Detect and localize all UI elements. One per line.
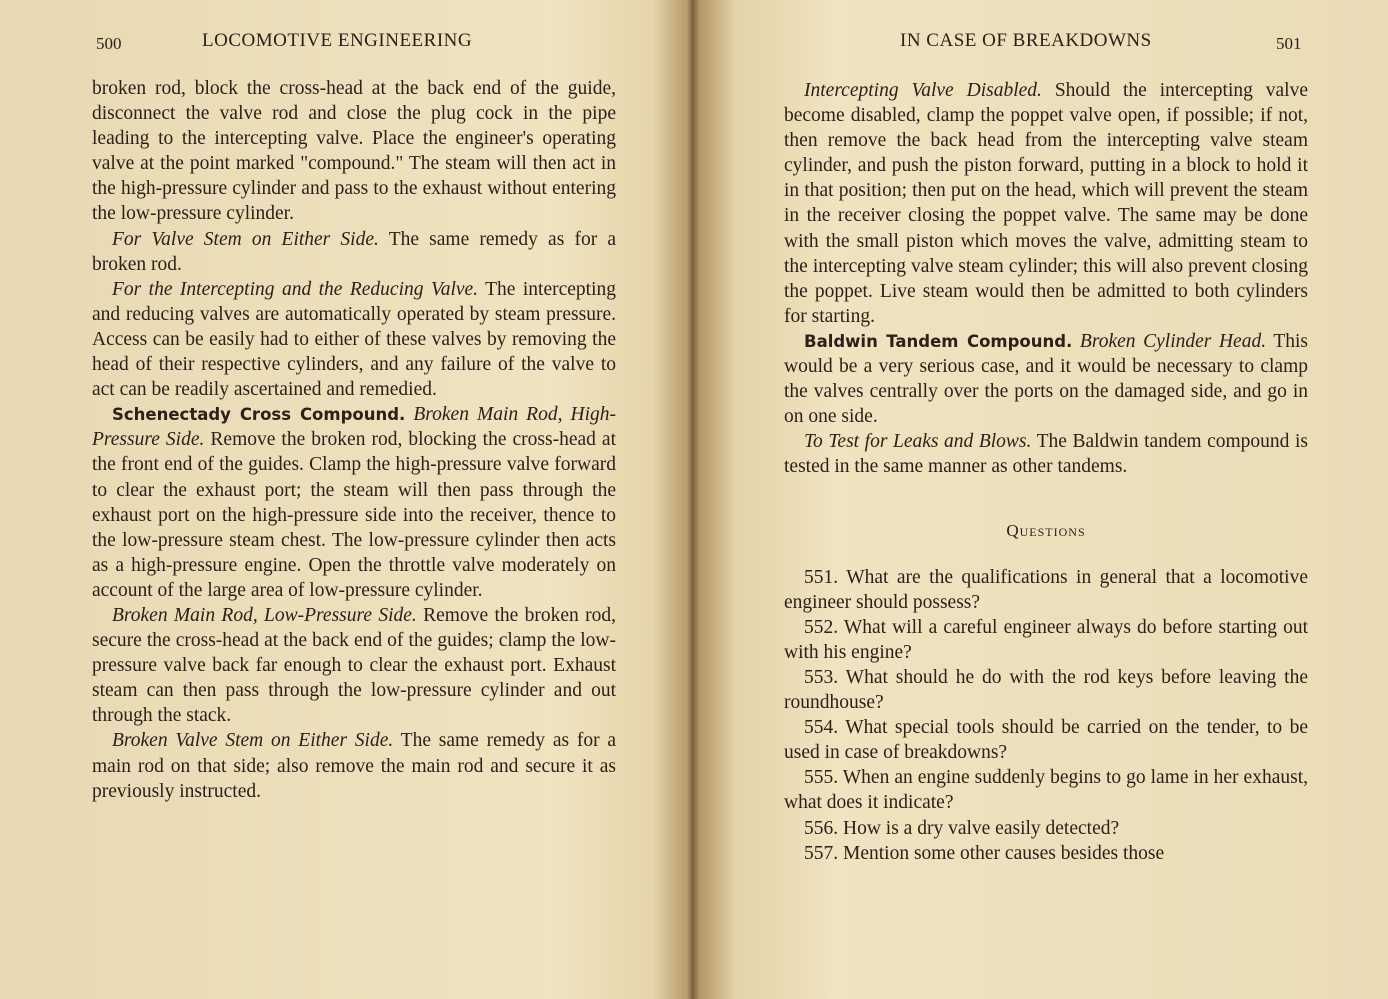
section-title: Broken Valve Stem on Either Side. xyxy=(112,730,394,752)
paragraph xyxy=(92,728,616,803)
left-page xyxy=(0,0,686,999)
paragraph xyxy=(92,603,616,728)
paragraph-text: Remove the broken rod, secure the cross-head at the back end of the guides; clamp the low-pressure valve back far enough to clear the exhaust port. Exhaust steam can then pass through the low-pressure cylinder and out through the stack. xyxy=(92,604,616,727)
paragraph xyxy=(784,429,1308,479)
page-number: 500 xyxy=(96,34,122,53)
question-item: 557. Mention some other causes besides those xyxy=(804,842,1165,864)
section-title: To Test for Leaks and Blows. xyxy=(804,431,1032,453)
section-title: Broken Main Rod, Low-Pressure Side. xyxy=(112,604,417,626)
question-item: 552. What will a careful engineer always do before starting out with his engine? xyxy=(784,616,1308,663)
paragraph-text: Remove the broken rod, blocking the cross-head at the front end of the guides. Clamp the high-pressure valve forward to clear the exhaust port; the steam will then pass through the exhaust port on the high-pressure side into the receiver, thence to the low-pressure steam chest. The low-pressure cylinder then acts as a high-pressure engine. Open the throttle valve moderately on account of the large area of low-pressure cylinder. xyxy=(92,429,617,601)
paragraph xyxy=(92,402,616,603)
paragraph xyxy=(92,277,616,402)
running-head: IN CASE OF BREAKDOWNS xyxy=(900,30,1152,51)
section-title: For the Intercepting and the Reducing Valve. xyxy=(112,278,479,300)
questions-heading: Questions xyxy=(1006,520,1086,540)
paragraph-text: The same remedy as for a broken rod. xyxy=(92,228,617,275)
paragraph xyxy=(784,78,1308,329)
right-page xyxy=(690,0,1388,999)
question-item: 553. What should he do with the rod keys before leaving the roundhouse? xyxy=(784,666,1308,714)
paragraph: broken rod, block the cross-head at the back end of the guide, disconnect the valve rod and close the plug cock in the pipe leading to the intercepting valve. Place the engineer's operating valve at the point marked "compound." The steam will then act in the high-pressure cylinder and pass to the exhaust without entering the low-pressure cylinder. xyxy=(92,78,616,225)
paragraph-text: Should the intercepting valve become disabled, clamp the poppet valve open, if possible; if not, then remove the back head from the intercepting valve steam cylinder, and push the piston forward, putting in a block to hold it in that position; then put on the head, which will prevent the steam in the receiver closing the poppet valve. The same may be done with the small piston which moves the valve, admitting steam to the intercepting valve steam cylinder; this will also prevent closing the poppet. Live steam would then be admitted to both cylinders for starting. xyxy=(784,80,1309,327)
paragraph-text: The Baldwin tandem compound is tested in the same manner as other tandems. xyxy=(784,431,1308,478)
question-item: 556. How is a dry valve easily detected? xyxy=(804,817,1120,839)
section-heading: Schenectady Cross Compound. xyxy=(112,405,406,425)
page-body xyxy=(784,78,1308,866)
question-item: 551. What are the qualifications in general that a locomotive engineer should possess? xyxy=(784,566,1308,613)
question-item: 554. What special tools should be carried on the tender, to be used in case of breakdowns? xyxy=(784,717,1308,764)
section-title: For Valve Stem on Either Side. xyxy=(112,228,379,250)
paragraph xyxy=(92,227,616,277)
paragraph-text: The intercepting and reducing valves are automatically operated by steam pressure. Access can be easily had to either of these valves by removing the head of their respective cylinders, and any failure of the valve to act can be readily ascertained and remedied. xyxy=(92,278,616,401)
section-heading: Baldwin Tandem Compound. xyxy=(804,331,1073,351)
page-number: 501 xyxy=(1276,34,1302,53)
page-body xyxy=(92,76,616,804)
section-title: Broken Main Rod, High-Pressure Side. xyxy=(92,404,616,451)
section-title: Intercepting Valve Disabled. xyxy=(804,80,1042,101)
paragraph-text: The same remedy as for a main rod on that side; also remove the main rod and secure it as previously instructed. xyxy=(92,730,616,802)
paragraph xyxy=(784,329,1308,429)
running-head: LOCOMOTIVE ENGINEERING xyxy=(202,30,473,51)
section-title: Broken Cylinder Head. xyxy=(1072,330,1267,352)
paragraph-text: This would be a very serious case, and it would be necessary to clamp the valves centrally over the ports on the damaged side, and go in on one side. xyxy=(784,330,1308,428)
question-item: 555. When an engine suddenly begins to go lame in her exhaust, what does it indicate? xyxy=(784,767,1308,814)
